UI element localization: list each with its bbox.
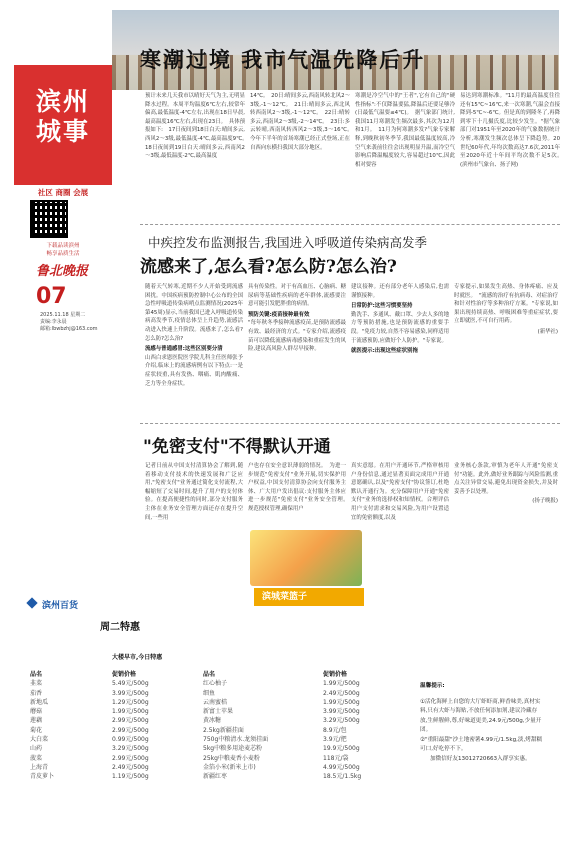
item-name: 韭菜 (30, 680, 43, 688)
item-name: 金箔小米(新米上市) (203, 763, 256, 771)
table-row (203, 772, 403, 781)
article1-col2: 14℃。 20日:晴间多云,西南风转北风2～3级,-1～12℃。 21日:晴间多云,西北风转西南风2～3级,-1～12℃。 22日:晴转多云,西南风2～3级,-2～14℃。 23日:多云转晴,西南风转西风2～3级,3～16℃。 今年下半年的首场寒潮已经正式登场,正在自西向东横扫我国大部分地区。 (250, 93, 356, 151)
price-table-right (203, 670, 403, 782)
article2-col2 (248, 283, 346, 354)
item-price: 3.9元/把 (323, 736, 347, 744)
divider (140, 224, 560, 225)
email-line: 邮箱:lbwbzhj@163.com (40, 326, 98, 332)
item-price: 3.29元/500g (112, 745, 149, 753)
promo-notice (420, 682, 544, 764)
item-price: 118元/袋 (323, 754, 349, 762)
table-row (203, 763, 403, 772)
article2-col2-text: 具有传染性。对于有高血压、心脑病、糖尿病等基础性疾病的老年群体,流感要注意可能引发肥胖重的病情。 (248, 284, 346, 308)
price-table-left (30, 670, 202, 782)
item-price: 5.49元/500g (112, 680, 149, 688)
item-name: 新地瓜 (30, 698, 49, 706)
item-price: 2.99元/500g (112, 726, 149, 734)
article2-credit: (新华社) (537, 328, 558, 335)
notice-item-3: 加微信好友13012720663入群享实惠。 (430, 755, 531, 762)
table-row (203, 707, 403, 716)
article2-col2b-text: "每年秋冬季接种流感疫苗,是预防流感最有效、最经济的方式。"专家介绍,流感疫苗可以降低流感病毒感染和重症发生的风险,建议高风险人群尽早接种。 (248, 320, 346, 353)
article3-headline: "免密支付"不得默认开通 (143, 437, 331, 457)
table-row (30, 707, 202, 716)
table-row (30, 689, 202, 698)
item-name: 750g中粮清水.龙须挂面 (203, 736, 269, 744)
table-row (203, 754, 403, 763)
item-name: 25kg中粮麦香小麦粉 (203, 754, 260, 762)
article2-headline: 流感来了,怎么看?怎么防?怎么治? (140, 257, 397, 277)
item-name: 细鱼 (203, 689, 216, 697)
item-name: 红心柚子 (203, 680, 228, 688)
brand-line2: 城事 (35, 117, 90, 146)
item-name: 蘑菇 (30, 708, 43, 716)
table-row (203, 689, 403, 698)
tagline: 社区 商圈 会展 (37, 188, 89, 197)
item-price: 3.99元/500g (112, 689, 149, 697)
col-header-price: 促销价格 (323, 671, 348, 678)
notice-item-2: ②"重阳最甜"沙土地密薯4.99元/1.5kg,淡,烤甜糯可口,好吃停不下。 (420, 736, 543, 752)
table-row (203, 726, 403, 735)
qr-caption (14, 242, 112, 258)
table-row (203, 716, 403, 725)
promo-title: 周二特惠 (100, 622, 140, 633)
table-row (30, 744, 202, 753)
item-name: 上海青 (30, 763, 49, 771)
item-name: 菊花 (30, 726, 43, 734)
item-name: 菠菜 (30, 754, 43, 762)
date-line: 2025.11.18 星期二 (40, 312, 86, 318)
article2-col1 (145, 283, 243, 388)
article3-col4-text: 业务核心条款,审慎为老年人开通"免密支付"功能。此外,做好业务跟踪与风险监测,重点关注异常交易,避免出现资金损失,并及时妥善予以处理。 (454, 463, 558, 495)
article2-col4-text: 专家提示,如果发生高热、身体疼痛、应及时就医。 "流感的治疗有抗病毒、对症治疗和针对性治疗等多种治疗方案。"专家说,如果出现持续高热、呼吸困难等重症症状,要立即就医,不可自行用药。 (454, 284, 558, 325)
article2-col3-text: 建议接种。还有部分老年人感染后,也需谨慎接种。 (351, 284, 449, 299)
table-row (203, 735, 403, 744)
store-name: 滨州百货 (42, 601, 79, 611)
item-name: 2.5kg新疆挂面 (203, 726, 244, 734)
item-name: 茄香 (30, 689, 43, 697)
table-row (30, 698, 202, 707)
item-name: 云南蜜桔 (203, 698, 228, 706)
price-table (30, 670, 202, 782)
table-row (30, 763, 202, 772)
item-name: 山药 (30, 745, 43, 753)
page-number: 07 (36, 284, 67, 309)
table-row (203, 698, 403, 707)
table-row (30, 772, 202, 781)
article3-col2: 户也存在安全意识薄弱的情况。 为进一步规范"免密支付"业务开展,切实保护用户权益,中国支付清算协会向支付服务主体、广大用户发出倡议:支付服务主体应进一步规范"免密支付"业务安全管理。 规范授权管理,确保用户 (248, 463, 352, 512)
col-header-name: 品名 (30, 671, 43, 678)
article2-subhead2: 预防关键:疫苗接种最有效 (248, 311, 310, 318)
article2-col1-text: 随着天气转寒,近期不少人开始受到流感困扰。中国疾病预防控制中心公布的全国急性呼吸道传染病哨点监测情况(2025年第45周)显示,当前我国已进入呼吸道传染病高发季节,疫情总体呈上升趋势,流感活动进入快速上升阶段。流感来了,怎么看?怎么防?怎么治? (145, 284, 243, 342)
brand-line1: 滨州 (35, 87, 90, 116)
article3-col3: 真实意愿。在用户开通环节,严格审核用户身份信息,通过显著页面完成用户开通意愿确认,以及"免密支付"协议签订,杜绝默认开通行为。充分保障用户开通"免密支付"业务的选择权和知情权。合理评估用户支付需求和交易风险,为用户设置适宜的免密额度,以及 (351, 463, 449, 521)
item-price: 1.99元/500g (323, 680, 360, 688)
article3-col4 (454, 462, 558, 506)
table-row (30, 679, 202, 688)
paper-logo: 鲁北晚报 (35, 264, 88, 279)
store-logo-icon (26, 597, 37, 608)
article3-col1: 记者日前从中国支付清算协会了解到,随着移动支付技术的快速发展和广泛应用,"免密支付"业务通过简化支付流程,大幅缩短了交易时间,提升了用户的支付体验。在提高便捷性的同时,部分支付服务主体在业务安全管理方面还存在提升空间,一些用 (145, 463, 243, 521)
item-price: 3.29元/500g (323, 717, 360, 725)
price-table (203, 670, 403, 782)
col-header-price: 促销价格 (112, 671, 137, 678)
item-name: 黄冰糖 (203, 717, 222, 725)
article2-col3b-text: 勤洗手、多通风、戴口罩、少去人多的地方等预防措施,也是预防流感的重要手段。"免疫力较,自然不容易感染,同样适用于流感预防,应做好个人防护。"专家说。 (351, 311, 449, 344)
article3-credit: (扬子晚报) (532, 498, 558, 505)
article2-subhead1: 流感与普通感冒:这些区别要分清 (145, 346, 223, 353)
item-price: 1.19元/500g (112, 773, 149, 781)
item-name: 莲藕 (30, 717, 43, 725)
page-meta (40, 312, 130, 333)
item-price: 4.99元/500g (323, 763, 360, 771)
col-header-name: 品名 (203, 671, 216, 678)
article2-col3 (351, 283, 449, 356)
qr-caption-line2: 畅享品质生活 (46, 251, 80, 257)
item-price: 2.99元/500g (112, 717, 149, 725)
item-price: 2.49元/500g (323, 689, 360, 697)
promo-subtitle: 大楼早市,今日特惠 (112, 654, 163, 661)
item-name: 大白菜 (30, 736, 49, 744)
article2-subhead4: 就医提示:出现这些症状别拖 (351, 348, 418, 355)
article2-kicker: 中疾控发布监测报告,我国进入呼吸道传染病高发季 (148, 235, 427, 250)
item-price: 1.99元/500g (323, 698, 360, 706)
table-row (30, 726, 202, 735)
item-price: 19.9元/500g (323, 745, 360, 753)
article1-col4: 易达到寒潮标准。"11月的最高温度往往还有15℃~16℃,来一次寒潮,气温会直接降到-5℃~-6℃。但是真的到隆冬了,再降到零下十几摄氏度,比较少发生。"据气象部门对1951年至2020年的气象数据统计分析,寒潮发生频次总体呈下降趋势。20世纪60年代,年均次数高达7.6次,2011年至2020年近十年间平均次数不足5次。 (滨州市气象台、扬子网) (460, 93, 566, 168)
article2-col1b-text: 山西白求恩医院医学院儿科主任医师张予介绍,临床上的流感病例有以下特点:一是症状较重,具有发热、咽痛、肌肉酸痛、乏力等全身症状。 (145, 354, 243, 387)
item-name: 新疆红枣 (203, 773, 228, 781)
qr-code-icon[interactable] (30, 200, 68, 238)
table-row (30, 754, 202, 763)
item-name: 青皮萝卜 (30, 773, 55, 781)
item-price: 2.49元/500g (112, 763, 149, 771)
divider (140, 423, 560, 424)
notice-item-1: ①活化海鲜上自您的大厅虾虾商,鲜香味美,真材实料,只有大虾与海贴,不放任何添加剂,建议冷藏存放,生鲜腥鲜,尊,好味道更美,24.9元/500g,少量开团。 (420, 698, 542, 733)
article1-headline: 寒潮过境 我市气温先降后升 (140, 47, 426, 72)
table-row (203, 744, 403, 753)
editor-line: 责编:李永晨 (40, 319, 67, 325)
item-price: 1.29元/500g (112, 698, 149, 706)
article1-col1: 预计未来几天我市以晴好天气为主,无明显降水过程。本周平均温度6℃左右,较常年偏高,最低温度-4℃左右,出现在18日早晨,最高温度16℃左右,出现在23日。 具体预报如下: 17日夜间到18日白天:晴间多云,西风2～3级,最低温度-4℃,最高温度9℃。 18日夜间到19日白天:晴间多云,西南风2～3级,最低温度-2℃,最高温度 (145, 93, 251, 160)
notice-title: 温馨提示: (420, 683, 445, 689)
item-price: 1.99元/500g (112, 708, 149, 716)
article1-col3: 寒潮是冷空气中的"王者",它有自己的"硬性指标":不仅降温要猛,降温后还要足够冷(日最低气温要≤4℃)。 据气象部门统计,我国11月寒潮发生频次最多,其次为12月和1月。 11月为何寒潮多发?气象专家解释,到晚秋初冬季节,我国最低温度较高,冷空气来袭前往往会出现明显升温,而冷空气影响后降温幅度较大,容易超过10℃,因此相对要容 (355, 93, 455, 168)
item-price: 0.99元/500g (112, 736, 149, 744)
ad-banner: 滨城菜篮子 (254, 588, 364, 606)
item-price: 18.5元/1.5kg (323, 773, 362, 781)
item-name: 5kg中粮多用途麦芯粉 (203, 745, 263, 753)
table-row (30, 735, 202, 744)
article2-subhead3: 日常防护:这些习惯要坚持 (351, 303, 413, 310)
item-price: 8.9元/包 (323, 726, 347, 734)
item-price: 3.99元/500g (323, 708, 360, 716)
vegetable-basket-image (250, 530, 362, 586)
qr-caption-line1: 下载品读滨州 (46, 243, 80, 249)
brand-block (14, 65, 112, 185)
table-row (203, 679, 403, 688)
article2-col4 (454, 283, 558, 337)
table-row (30, 716, 202, 725)
item-name: 新富士苹果 (203, 708, 234, 716)
item-price: 2.99元/500g (112, 754, 149, 762)
